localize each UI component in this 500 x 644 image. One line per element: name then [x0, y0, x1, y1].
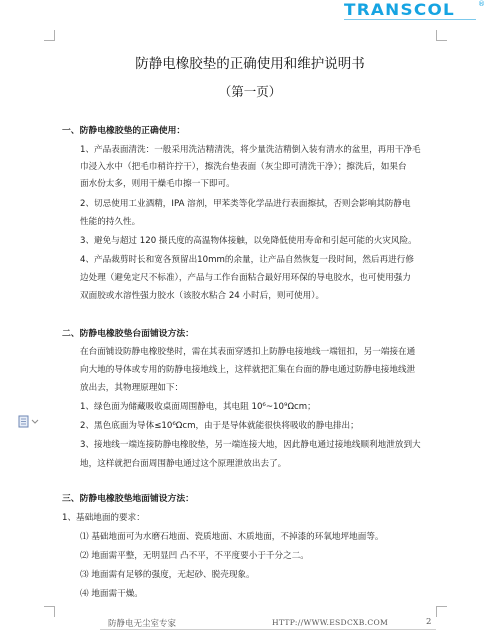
logo-underline — [344, 19, 476, 20]
crop-mark-top-left — [44, 30, 55, 41]
company-logo: TRANSCOL — [344, 0, 455, 19]
list-item: ⑷ 地面需干燥。 — [80, 589, 143, 599]
paragraph-line: 边处理（避免定尺不标准），产品与工作台面粘合最好用环保的导电胶水，也可使用强力 — [80, 273, 411, 283]
section-heading: 三、防静电橡胶垫地面铺设方法： — [62, 494, 194, 504]
paragraph-line: 放出去，其物理原理如下： — [80, 383, 184, 393]
paragraph-line: 1、基础地面的要求： — [62, 513, 145, 523]
paragraph-line: 3、避免与超过 120 摄氏度的高温物体接触，以免降低使用寿命和引起可能的火灾风险。 — [80, 236, 417, 246]
page-number: 2 — [426, 617, 432, 627]
section-heading: 二、防静电橡胶垫台面铺设方法： — [62, 329, 194, 339]
paragraph-line: 1、产品表面清洗：一般采用洗洁精清洗，将少量洗洁精倒入装有清水的盆里，再用干净毛 — [80, 145, 421, 155]
paragraph-line: 2、黑色底面为导体≤10⁶Ωcm，由于是导体就能很快将吸收的静电排出； — [80, 421, 359, 431]
document-icon[interactable] — [18, 414, 42, 433]
document-title: 防静电橡胶垫的正确使用和维护说明书 — [135, 56, 365, 72]
paragraph-line: 向大地的导体或专用的防静电接地线上，这样就把汇集在台面的静电通过防静电接地线泄 — [80, 365, 416, 375]
paragraph-line: 3、接地线一端连接防静电橡胶垫，另一端连接大地，因此静电通过接地线顺利地泄放到大 — [80, 440, 421, 450]
crop-mark-top-right — [436, 30, 447, 41]
registered-mark: ® — [478, 0, 485, 8]
footer-url[interactable]: HTTP://WWW.ESDCXB.COM — [272, 618, 389, 627]
paragraph-line: 4、产品裁剪时长和宽各预留出10mm的余量，让产品自然恢复一段时间，然后再进行修 — [80, 255, 414, 265]
crop-mark-bottom-right — [436, 606, 447, 617]
paragraph-line: 双面胶或水溶性强力胶水（该胶水粘合 24 小时后，则可使用）。 — [80, 291, 325, 301]
paragraph-line: 面水份太多，则用干燥毛巾擦一下即可。 — [80, 179, 235, 189]
list-item: ⑶ 地面需有足够的强度，无起砂、脱壳现象。 — [80, 570, 255, 580]
paragraph-line: 1、绿色面为储藏吸收桌面周围静电，其电阻 10⁶~10⁹Ωcm； — [80, 402, 316, 412]
footer-divider — [100, 629, 436, 630]
list-item: ⑴ 基础地面可为水磨石地面、瓷质地面、木质地面，不掉漆的环氧地坪地面等。 — [80, 532, 384, 542]
paragraph-line: 在台面铺设防静电橡胶垫时，需在其表面穿透扣上防静电接地线一端钮扣，另一端接在通 — [80, 347, 416, 357]
paragraph-line: 地，这样就把台面周围静电通过这个原理泄放出去了。 — [80, 459, 287, 469]
paragraph-line: 巾浸入水中（把毛巾稍许拧干），擦洗台垫表面（灰尘即可清洗干净）；擦洗后，如果台 — [80, 162, 407, 172]
document-subtitle: （第一页） — [218, 84, 282, 99]
list-item: ⑵ 地面需平整，无明显凹 凸不平，不平度要小于千分之二。 — [80, 551, 309, 561]
paragraph-line: 性能的持久性。 — [80, 217, 141, 227]
paragraph-line: 2、切忌使用工业酒精，IPA 溶剂，甲苯类等化学品进行表面擦拭，否则会影响其防静电 — [80, 199, 411, 209]
crop-mark-bottom-left — [44, 606, 55, 617]
section-heading: 一、防静电橡胶垫的正确使用： — [62, 126, 186, 136]
footer-company: 防静电无尘室专家 — [108, 619, 177, 629]
